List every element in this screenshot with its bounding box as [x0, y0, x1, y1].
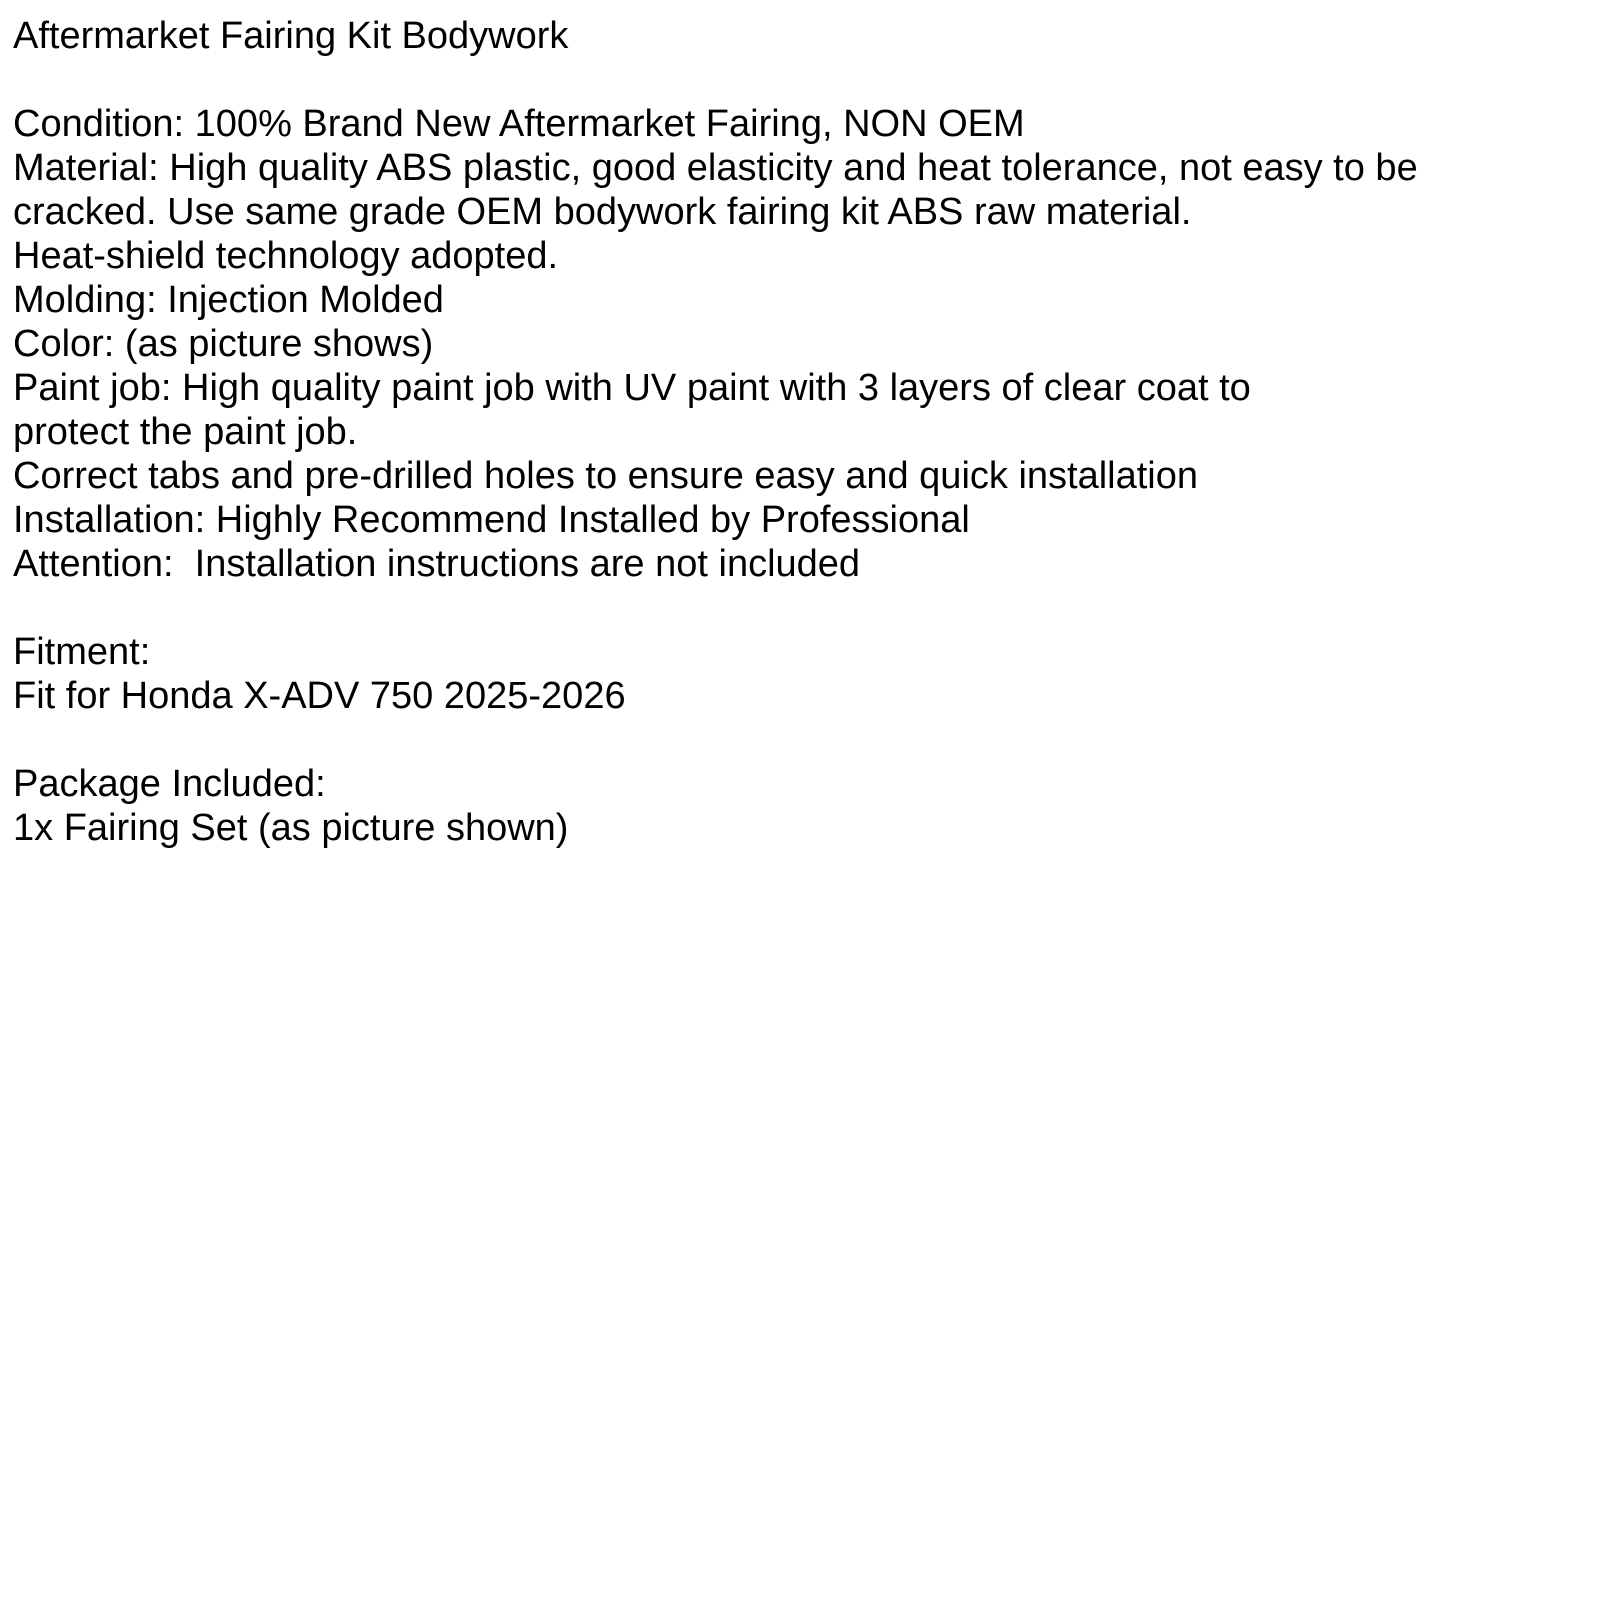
- spacer: [13, 586, 1593, 630]
- spec-molding: Molding: Injection Molded: [13, 279, 444, 321]
- spec-installation: Installation: Highly Recommend Installed by Professional: [13, 499, 970, 541]
- spec-condition: Condition: 100% Brand New Aftermarket Fairing, NON OEM: [13, 103, 1025, 145]
- product-title: Aftermarket Fairing Kit Bodywork: [13, 15, 569, 57]
- spec-heat-shield: Heat-shield technology adopted.: [13, 235, 559, 277]
- spec-paint-job-continued: protect the paint job.: [13, 411, 358, 453]
- spec-material-continued: cracked. Use same grade OEM bodywork fairing kit ABS raw material.: [13, 191, 1192, 233]
- spec-tabs-holes: Correct tabs and pre-drilled holes to ensure easy and quick installation: [13, 455, 1198, 497]
- spacer: [13, 718, 1593, 762]
- spec-paint-job: Paint job: High quality paint job with UV paint with 3 layers of clear coat to: [13, 367, 1251, 409]
- spec-material: Material: High quality ABS plastic, good elasticity and heat tolerance, not easy to be: [13, 147, 1418, 189]
- spec-color: Color: (as picture shows): [13, 323, 434, 365]
- spec-attention: Attention: Installation instructions are not included: [13, 543, 861, 585]
- spacer: [13, 58, 1593, 102]
- package-value: 1x Fairing Set (as picture shown): [13, 807, 569, 849]
- fitment-value: Fit for Honda X-ADV 750 2025-2026: [13, 675, 626, 717]
- package-heading: Package Included:: [13, 763, 326, 805]
- fitment-heading: Fitment:: [13, 631, 151, 673]
- product-description: [13, 14, 1593, 850]
